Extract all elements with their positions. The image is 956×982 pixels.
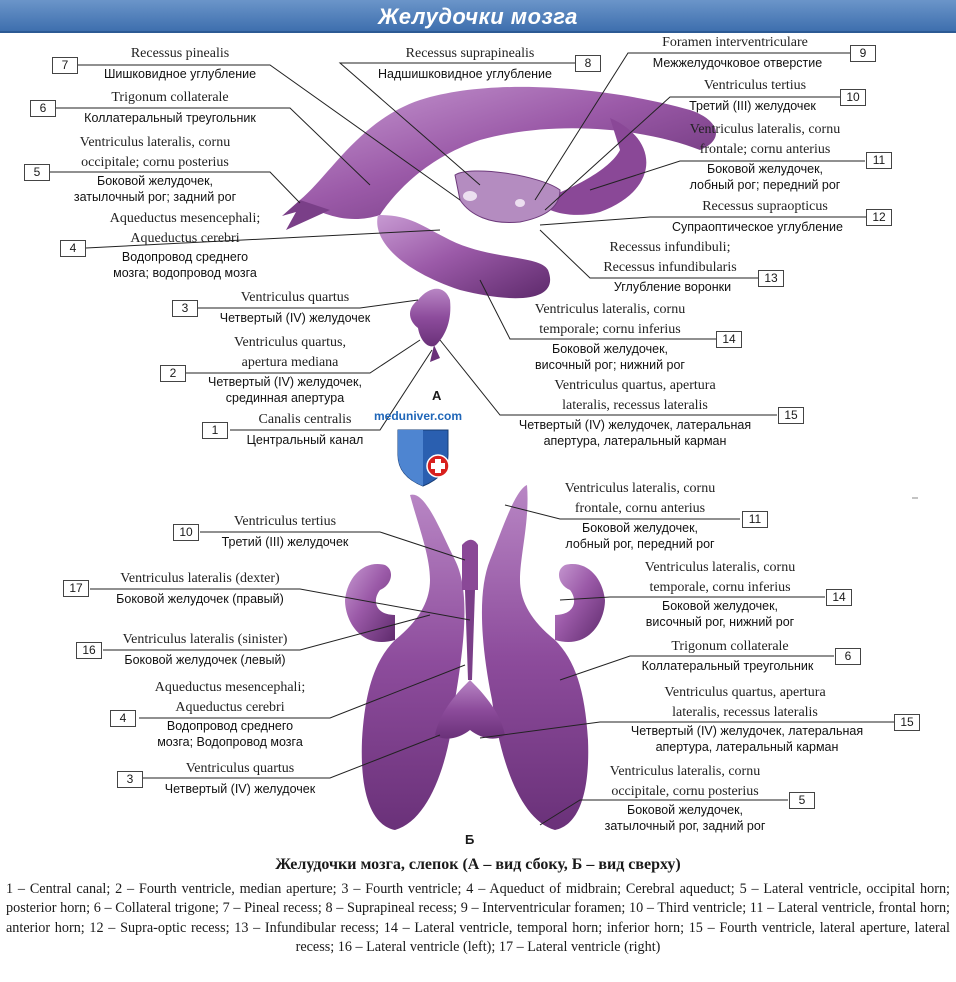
view-b-letter: Б: [465, 832, 475, 847]
english-legend: 1 – Central canal; 2 – Fourth ventricle, median aperture; 3 – Fourth ventricle; 4 – Aqueduct of midbrain; Cerebral aqueduct; 5 – Lateral ventricle, occipital horn; posterior horn; 6 – Collateral trigone; 7 – Pineal recess; 8 – Suprapineal recess; 9 – Interventricular foramen; 10 – Third ventricle; 11 – Lateral ventricle, frontal horn; anterior horn; 12 – Supra-optic recess; 13 – Infundibular recess; 14 – Lateral ventricle, temporal horn; inferior horn; 15 – Fourth ventricle, lateral aperture, lateral recess; 16 – Lateral ventricle (left); 17 – Lateral ventricle (right): [6, 881, 950, 955]
view-a-letter: А: [432, 388, 442, 403]
aqueduct-b: [465, 590, 475, 680]
figure-caption: Желудочки мозга, слепок (А – вид сбоку, Б – вид сверху): [275, 856, 681, 873]
site-watermark: meduniver.com: [374, 409, 463, 423]
fourth-ventricle-a: [410, 289, 450, 347]
page-title: Желудочки мозга: [378, 4, 578, 29]
interventricular-foramen-a: [463, 191, 477, 201]
third-ventricle-b: [462, 540, 478, 590]
meduniver-shield-icon: [398, 430, 449, 486]
